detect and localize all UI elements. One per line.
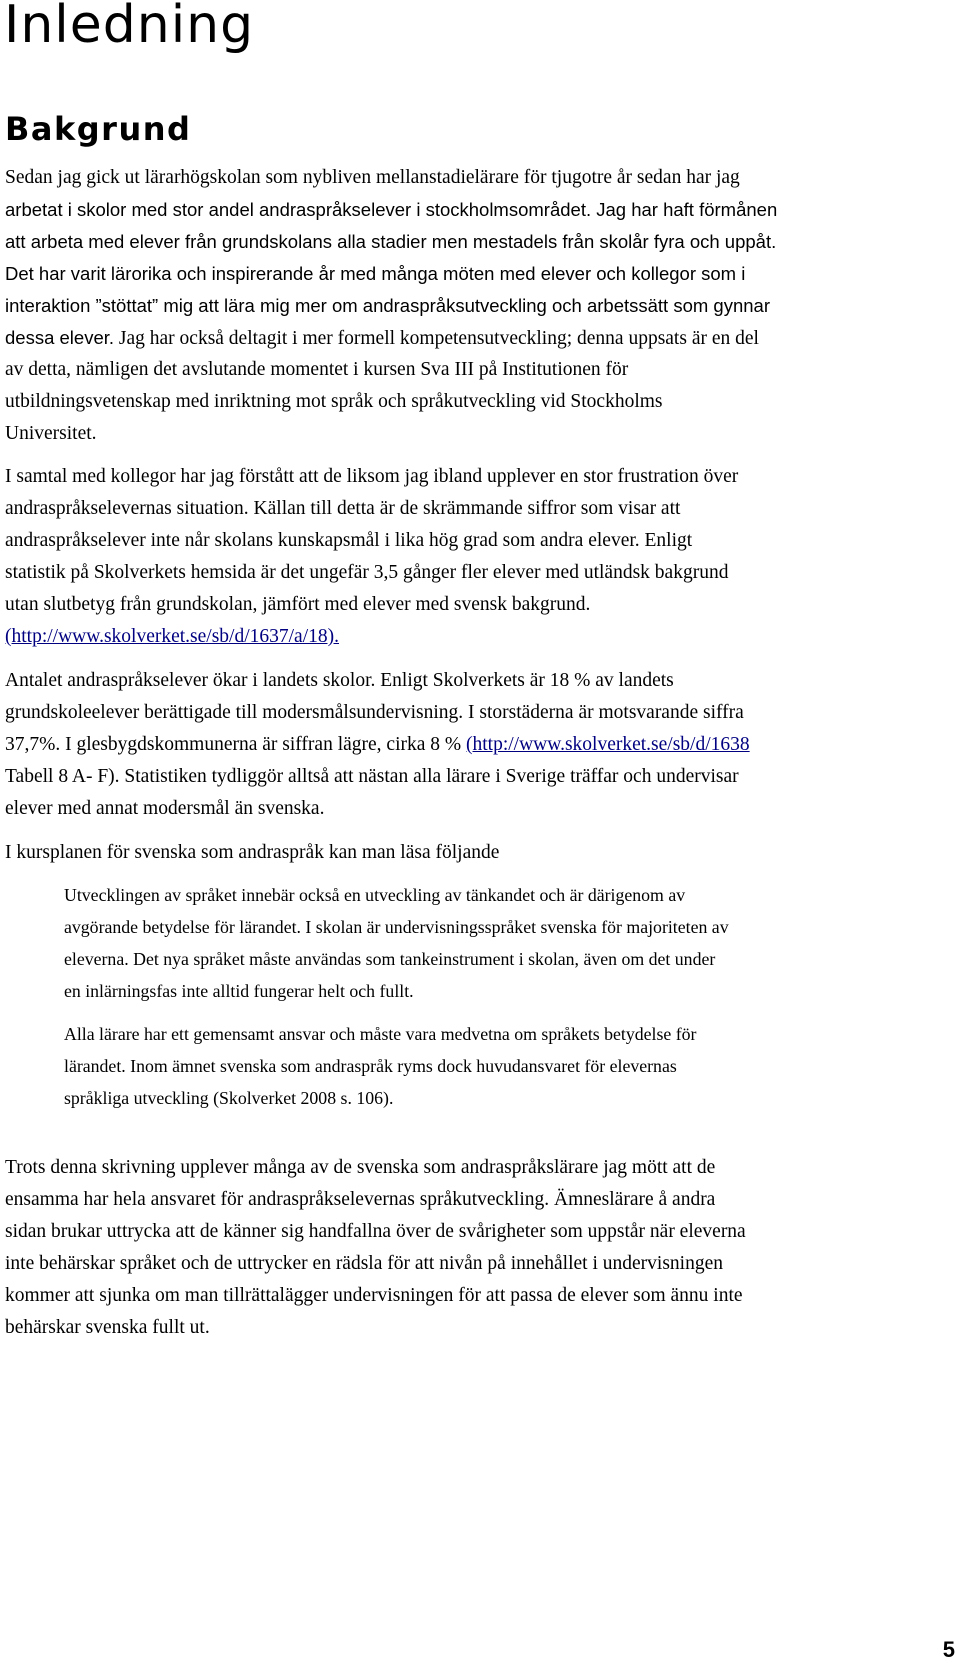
quote-line: Utvecklingen av språket innebär också en utveckling av tänkandet och är därigenom av: [64, 885, 686, 905]
text-line: ensamma har hela ansvaret för andraspråkselevernas språkutveckling. Ämneslärare å andra: [5, 1189, 716, 1210]
text-line: att arbeta med elever från grundskolans alla stadier men mestadels från skolår fyra och uppåt.: [5, 231, 777, 252]
quote-line: en inlärningsfas inte alltid fungerar helt och fullt.: [64, 981, 414, 1001]
text-line: [5, 733, 750, 757]
quote-line: språkliga utveckling (Skolverket 2008 s. 106).: [64, 1088, 394, 1108]
text-line: interaktion ”stöttat” mig att lära mig mer om andraspråksutveckling och arbetssätt som gynnar: [5, 295, 770, 316]
chapter-heading: Inledning: [4, 0, 255, 55]
quote-line: avgörande betydelse för lärandet. I skolan är undervisningsspråket svenska för majoriteten av: [64, 917, 729, 937]
text-line: av detta, nämligen det avslutande momentet i kursen Sva III på Institutionen för: [5, 359, 629, 380]
text-line: utbildningsvetenskap med inriktning mot språk och språkutveckling vid Stockholms: [5, 391, 663, 412]
section-heading: Bakgrund: [5, 110, 192, 148]
quote-line: lärandet. Inom ämnet svenska som andraspråk ryms dock huvudansvaret för elevernas: [64, 1056, 677, 1076]
text-line: andraspråkselevernas situation. Källan till detta är de skrämmande siffror som visar att: [5, 498, 681, 519]
text-line: kommer att sjunka om man tillrättalägger undervisningen för att passa de elever som ännu inte: [5, 1285, 743, 1306]
text-line: grundskoleelever berättigade till modersmålsundervisning. I storstäderna är motsvarande siffra: [5, 702, 744, 723]
text-line: arbetat i skolor med stor andel andraspråkselever i stockholmsområdet. Jag har haft förmånen: [5, 199, 778, 220]
text-segment: Jag har också deltagit i mer formell kompetensutveckling; denna uppsats är en del: [114, 328, 759, 349]
text-line: I kursplanen för svenska som andraspråk kan man läsa följande: [5, 842, 500, 863]
skolverket-link-1638[interactable]: (http://www.skolverket.se/sb/d/1638: [466, 734, 750, 755]
text-line: [5, 625, 339, 649]
text-line: Sedan jag gick ut lärarhögskolan som nybliven mellanstadielärare för tjugotre år sedan har jag: [5, 167, 740, 188]
text-line: andraspråkselever inte når skolans kunskapsmål i lika hög grad som andra elever. Enligt: [5, 530, 693, 551]
quote-line: eleverna. Det nya språket måste användas som tankeinstrument i skolan, även om det under: [64, 949, 716, 969]
text-line: utan slutbetyg från grundskolan, jämfört med elever med svensk bakgrund.: [5, 594, 591, 615]
text-line: Antalet andraspråkselever ökar i landets skolor. Enligt Skolverkets är 18 % av landets: [5, 670, 674, 691]
text-line: inte behärskar språket och de uttrycker en rädsla för att nivån på innehållet i undervisningen: [5, 1253, 723, 1274]
text-segment: 37,7%. I glesbygdskommunerna är siffran lägre, cirka 8 %: [5, 734, 467, 755]
text-line: elever med annat modersmål än svenska.: [5, 798, 325, 819]
text-line: I samtal med kollegor har jag förstått att de liksom jag ibland upplever en stor frustration över: [5, 466, 739, 487]
text-line: Tabell 8 A- F). Statistiken tydliggör alltså att nästan alla lärare i Sverige träffar och undervisar: [5, 766, 739, 787]
quote-line: Alla lärare har ett gemensamt ansvar och måste vara medvetna om språkets betydelse för: [64, 1024, 697, 1044]
text-line: Det har varit lärorika och inspirerande år med många möten med elever och kollegor som i: [5, 263, 746, 284]
text-line: behärskar svenska fullt ut.: [5, 1317, 210, 1338]
text-line: sidan brukar uttrycka att de känner sig handfallna över de svårigheter som uppstår när eleverna: [5, 1221, 746, 1242]
text-line: statistik på Skolverkets hemsida är det ungefär 3,5 gånger fler elever med utländsk bakgrund: [5, 562, 729, 583]
page-number: 5: [942, 1637, 955, 1662]
skolverket-link-1637[interactable]: (http://www.skolverket.se/sb/d/1637/a/18).: [5, 626, 339, 647]
text-line: Trots denna skrivning upplever många av de svenska som andraspråkslärare jag mött att de: [5, 1157, 716, 1178]
text-line: [5, 326, 759, 351]
text-segment: dessa elever.: [5, 327, 115, 348]
text-line: Universitet.: [5, 423, 97, 444]
